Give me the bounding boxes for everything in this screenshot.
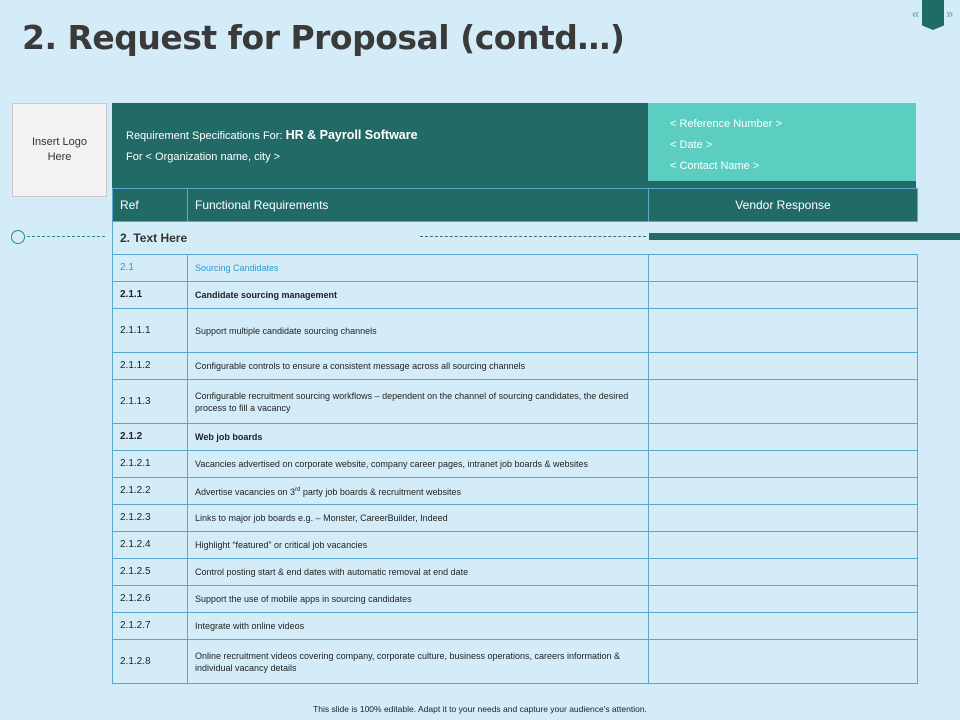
vendor-response-cell[interactable]: [649, 478, 918, 505]
requirement-cell: Support the use of mobile apps in sourcing candidates: [188, 586, 649, 613]
ref-cell: 2.1.2.8: [113, 640, 188, 684]
vendor-response-cell[interactable]: [649, 532, 918, 559]
table-row: [113, 559, 918, 586]
ref-cell: 2.1.2: [113, 424, 188, 451]
ref-cell: 2.1.2.2: [113, 478, 188, 505]
table-row: [113, 586, 918, 613]
reference-panel: [648, 103, 916, 181]
spec-label: Requirement Specifications For:: [126, 130, 283, 142]
reference-number: < Reference Number >: [670, 118, 782, 130]
requirement-text-post: party job boards & recruitment websites: [300, 487, 461, 497]
prev-arrow-icon[interactable]: «: [912, 6, 920, 21]
section-title: 2. Text Here: [120, 230, 188, 245]
ref-cell: 2.1.2.1: [113, 451, 188, 478]
requirements-table: [112, 188, 918, 684]
table-row: [113, 478, 918, 505]
bookmark-icon: [922, 0, 944, 30]
vendor-response-cell[interactable]: [649, 586, 918, 613]
footer-note: This slide is 100% editable. Adapt it to your needs and capture your audience's attention.: [313, 704, 647, 714]
connector-dashed-line: [27, 236, 105, 237]
vendor-response-cell[interactable]: [649, 505, 918, 532]
table-row: [113, 613, 918, 640]
ref-cell: 2.1: [113, 255, 188, 282]
requirement-cell: [188, 478, 649, 505]
section-dashed-line: [420, 236, 646, 237]
requirement-cell: Links to major job boards e.g. – Monster, CareerBuilder, Indeed: [188, 505, 649, 532]
vendor-response-cell[interactable]: [649, 640, 918, 684]
requirement-cell: Control posting start & end dates with automatic removal at end date: [188, 559, 649, 586]
table-row: [113, 424, 918, 451]
table-row: [113, 532, 918, 559]
requirement-cell: Sourcing Candidates: [188, 255, 649, 282]
requirement-cell: Configurable controls to ensure a consistent message across all sourcing channels: [188, 353, 649, 380]
vendor-response-cell[interactable]: [649, 451, 918, 478]
table-row: [113, 282, 918, 309]
organization-line: For < Organization name, city >: [126, 151, 281, 163]
ref-cell: 2.1.2.7: [113, 613, 188, 640]
vendor-response-cell[interactable]: [649, 613, 918, 640]
date-field: < Date >: [670, 139, 713, 151]
table-header-row: [113, 189, 918, 222]
vendor-response-cell[interactable]: [649, 255, 918, 282]
requirement-cell: Online recruitment videos covering company, corporate culture, business operations, careers information & individual vacancy details: [188, 640, 649, 684]
vendor-response-cell[interactable]: [649, 282, 918, 309]
ref-cell: 2.1.2.3: [113, 505, 188, 532]
ref-cell: 2.1.1.1: [113, 309, 188, 353]
ref-cell: 2.1.2.5: [113, 559, 188, 586]
ref-cell: 2.1.1.3: [113, 380, 188, 424]
vendor-response-cell[interactable]: [649, 353, 918, 380]
next-arrow-icon[interactable]: »: [946, 6, 954, 21]
requirement-cell: Web job boards: [188, 424, 649, 451]
page-title: 2. Request for Proposal (contd…): [22, 18, 625, 57]
requirement-cell: Highlight “featured” or critical job vacancies: [188, 532, 649, 559]
table-row: [113, 255, 918, 282]
requirement-cell: Support multiple candidate sourcing channels: [188, 309, 649, 353]
contact-name: < Contact Name >: [670, 160, 760, 172]
logo-placeholder: Insert Logo Here: [12, 103, 107, 197]
vendor-response-cell[interactable]: [649, 380, 918, 424]
requirement-cell: Configurable recruitment sourcing workflows – dependent on the channel of sourcing candidates, the desired process to fill a vacancy: [188, 380, 649, 424]
requirement-cell: Vacancies advertised on corporate website, company career pages, intranet job boards & websites: [188, 451, 649, 478]
table-row: [113, 451, 918, 478]
ref-cell: 2.1.1.2: [113, 353, 188, 380]
table-row: [113, 309, 918, 353]
vendor-response-cell[interactable]: [649, 424, 918, 451]
ref-cell: 2.1.2.4: [113, 532, 188, 559]
ref-cell: 2.1.1: [113, 282, 188, 309]
ordinal-superscript: rd: [295, 487, 301, 493]
header-strip: [648, 181, 916, 188]
spec-line: [126, 127, 648, 144]
table-row: [113, 353, 918, 380]
connector-circle-icon: [11, 230, 25, 244]
vendor-response-cell[interactable]: [649, 309, 918, 353]
table-row: [113, 505, 918, 532]
spec-value: HR & Payroll Software: [285, 128, 418, 142]
ref-cell: 2.1.2.6: [113, 586, 188, 613]
vendor-response-cell[interactable]: [649, 559, 918, 586]
table-row: [113, 380, 918, 424]
requirement-cell: Candidate sourcing management: [188, 282, 649, 309]
col-header-requirements: Functional Requirements: [188, 189, 649, 222]
col-header-vendor-response: Vendor Response: [649, 189, 918, 222]
col-header-ref: Ref: [113, 189, 188, 222]
requirement-text-pre: Advertise vacancies on 3: [195, 487, 296, 497]
spec-header: [112, 103, 648, 188]
table-row: [113, 640, 918, 684]
requirement-cell: Integrate with online videos: [188, 613, 649, 640]
section-accent-bar: [649, 233, 960, 240]
